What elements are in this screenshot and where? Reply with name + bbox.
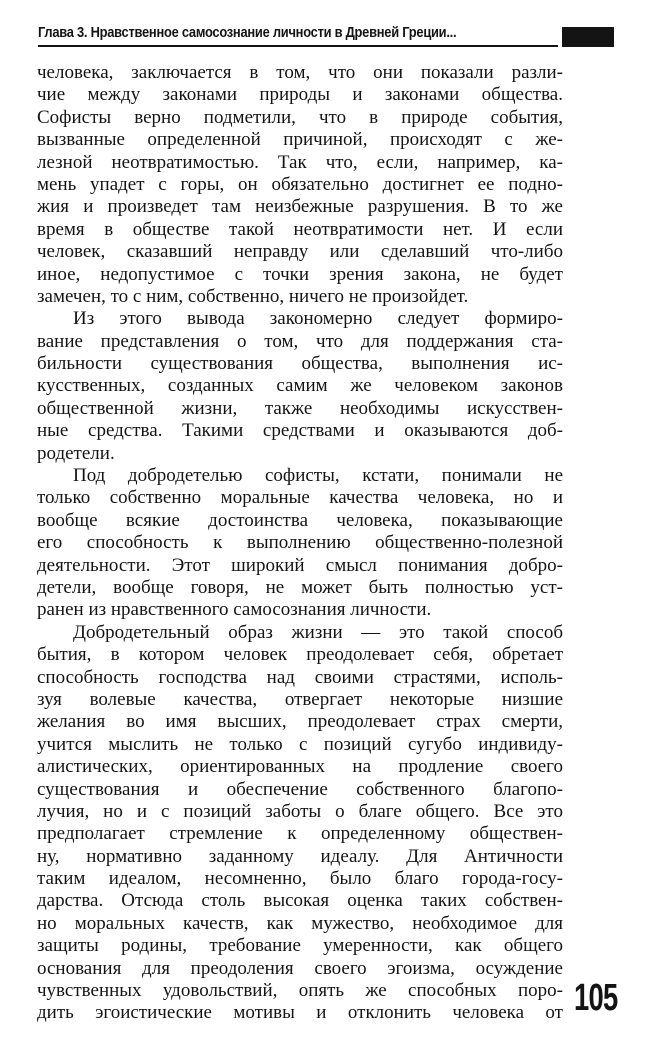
text-line: бытия, в котором человек преодолевает себя, обретает: [37, 644, 563, 666]
text-line: алистических, ориентированных на продление своего: [37, 756, 563, 778]
text-line: чувственных удовольствий, опять же способных поро-: [37, 980, 563, 1002]
page-number: 105: [574, 977, 618, 1019]
text-line: защиты родины, требование умеренности, как общего: [37, 935, 563, 957]
text-line: время в обществе такой неотвратимости нет. И если: [37, 218, 563, 240]
text-line: лезной неотвратимостью. Так что, если, например, ка-: [37, 151, 563, 173]
text-line: замечен, то с ним, собственно, ничего не произойдет.: [37, 285, 469, 307]
text-line: способность господства над своими страстями, исполь-: [37, 666, 563, 688]
text-line: существования и обеспечение собственного благопо-: [37, 778, 563, 800]
text-line: ные средства. Такими средствами и оказываются доб-: [37, 420, 563, 442]
text-line: Из этого вывода закономерно следует формиро-: [73, 308, 563, 330]
text-line: желания во имя высших, преодолевает страх смерти,: [37, 711, 563, 733]
text-line: ранен из нравственного самосознания личности.: [37, 599, 432, 621]
text-line: Под добродетелью софисты, кстати, понимали не: [73, 465, 563, 487]
text-line: дарства. Отсюда столь высокая оценка таких собствен-: [37, 890, 563, 912]
text-line: общественной жизни, также необходимы искусствен-: [37, 397, 563, 419]
text-line: предполагает стремление к определенному обществен-: [37, 823, 563, 845]
text-line: Софисты верно подметили, что в природе события,: [37, 106, 563, 128]
running-header: [38, 22, 616, 48]
text-line: его способность к выполнению общественно-полезной: [37, 532, 563, 554]
text-line: только собственно моральные качества человека, но и: [37, 487, 563, 509]
body-text: [37, 62, 563, 1025]
text-line: основания для преодоления своего эгоизма, осуждение: [37, 957, 563, 979]
header-black-block: [562, 27, 614, 47]
text-line: человека, заключается в том, что они показали разли-: [37, 62, 563, 83]
text-line: кусственных, созданных самим же человеком законов: [37, 375, 563, 397]
text-line: но моральных качеств, как мужество, необходимое для: [37, 912, 563, 934]
text-line: Добродетельный образ жизни — это такой способ: [73, 621, 563, 643]
text-line: лучия, но и с позиций заботы о благе общего. Все это: [37, 800, 563, 822]
text-line: жия и произведет там неизбежные разрушения. В то же: [37, 196, 563, 218]
text-line: родетели.: [37, 442, 115, 464]
text-line: вызванные определенной причиной, происходят с же-: [37, 129, 563, 151]
text-line: иное, недопустимое с точки зрения закона, не будет: [37, 263, 563, 285]
text-line: человек, сказавший неправду или сделавший что-либо: [37, 241, 563, 263]
text-line: деятельности. Этот широкий смысл понимания добро-: [37, 554, 563, 576]
header-rule: [38, 45, 558, 47]
text-line: вообще всякие достоинства человека, показывающие: [37, 509, 563, 531]
text-line: чие между законами природы и законами общества.: [37, 84, 563, 106]
text-line: учится мыслить не только с позиций сугубо индивиду-: [37, 733, 563, 755]
text-line: ну, нормативно заданному идеалу. Для Античности: [37, 845, 563, 867]
running-title: Глава 3. Нравственное самосознание личности в Древней Греции...: [38, 24, 457, 41]
text-line: бильности существования общества, выполнения ис-: [37, 353, 563, 375]
text-line: вание представления о том, что для поддержания ста-: [37, 330, 563, 352]
text-line: дить эгоистические мотивы и отклонить человека от: [37, 1002, 563, 1024]
text-line: детели, вообще говоря, не может быть полностью уст-: [37, 576, 563, 598]
text-line: мень упадет с горы, он обязательно достигнет ее подно-: [37, 173, 563, 195]
text-line: зуя волевые качества, отвергает некоторые низшие: [37, 688, 563, 710]
text-line: таким идеалом, несомненно, было благо города-госу-: [37, 868, 563, 890]
